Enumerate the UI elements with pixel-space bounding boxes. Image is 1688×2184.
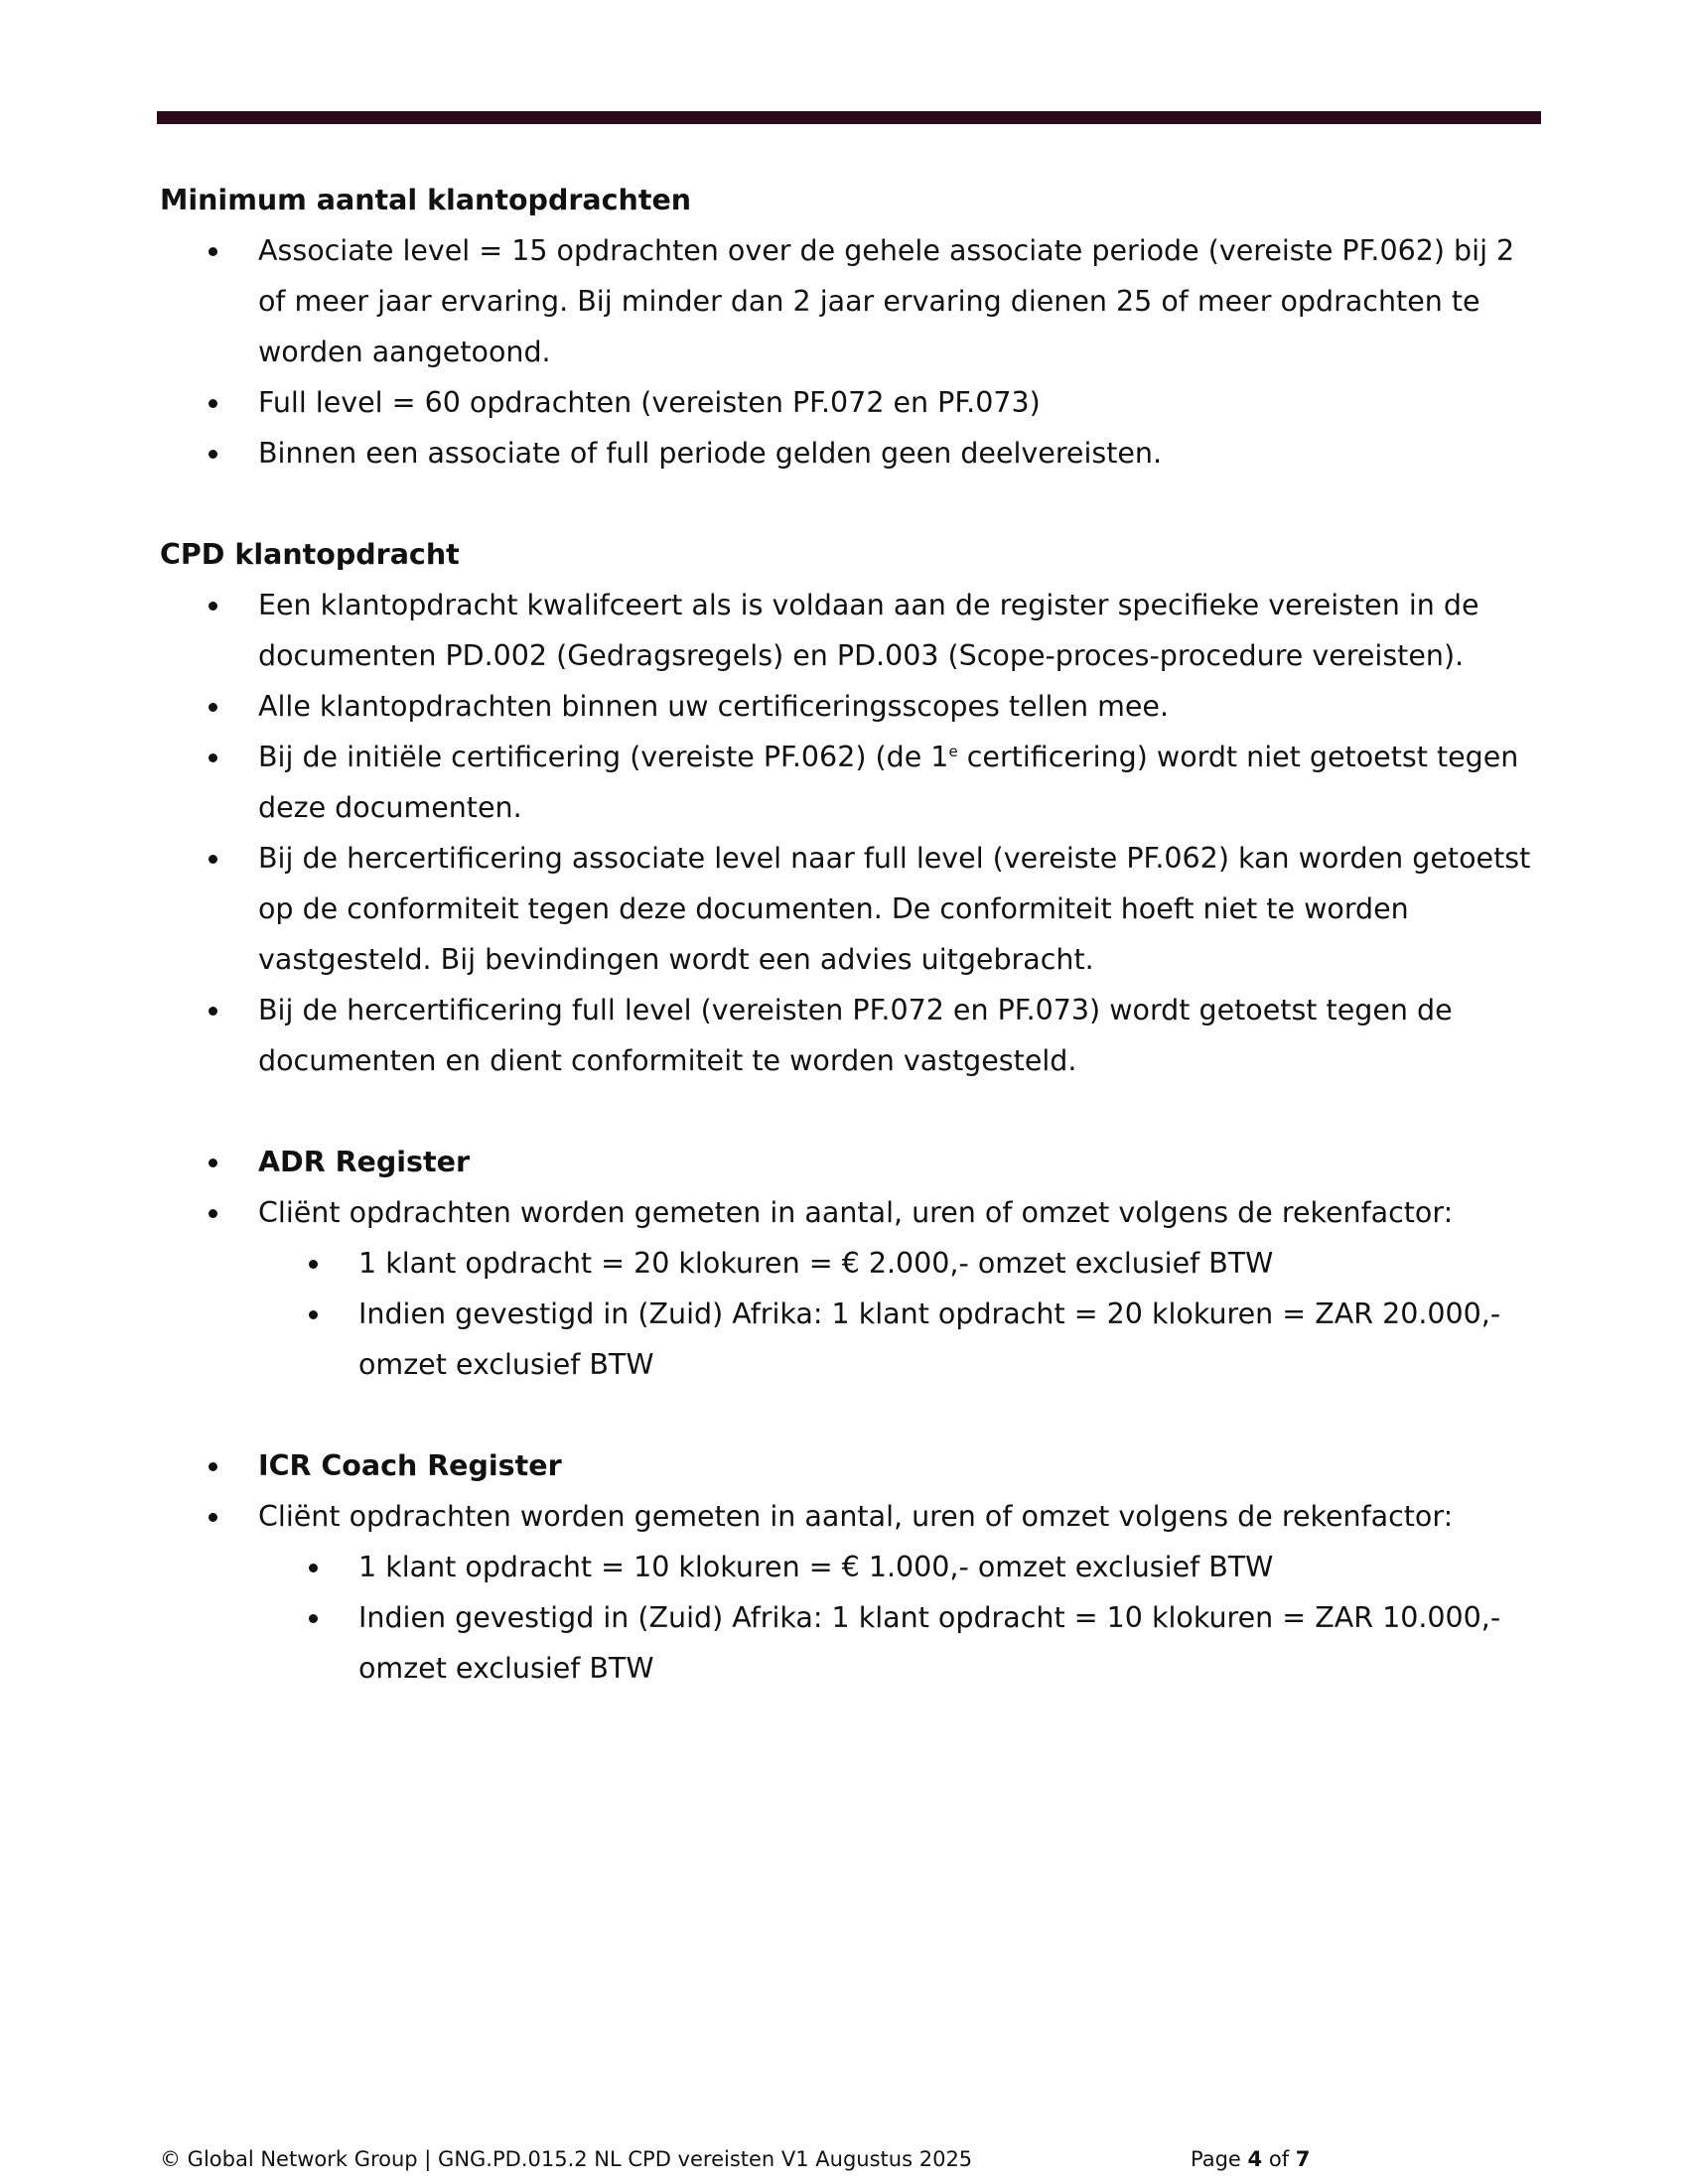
header-rule bbox=[157, 111, 1541, 124]
adr-sub-list bbox=[160, 1238, 1540, 1390]
page-total: 7 bbox=[1295, 2147, 1311, 2171]
list-item: Een klantopdracht kwalifceert als is voldaan aan de register specifieke vereisten in de documenten PD.002 (Gedragsregels) en PD.003 (Scope-proces-procedure vereisten). bbox=[160, 580, 1540, 681]
page-number bbox=[1191, 2146, 1310, 2172]
list-item-text: Cliënt opdrachten worden gemeten in aantal, uren of omzet volgens de rekenfactor: bbox=[258, 1500, 1454, 1533]
list-item: Alle klantopdrachten binnen uw certificeringsscopes tellen mee. bbox=[160, 681, 1540, 732]
list-item-text: certificering) wordt niet getoetst tegen deze documenten. bbox=[258, 741, 1519, 824]
list-item: Associate level = 15 opdrachten over de gehele associate periode (vereiste PF.062) bij 2 of meer jaar ervaring. Bij minder dan 2 jaar ervaring dienen 25 of meer opdrachten te worden aangetoond. bbox=[160, 225, 1540, 377]
adr-register-list bbox=[160, 1137, 1540, 1238]
icr-register-list bbox=[160, 1440, 1540, 1542]
section-heading-cpd: CPD klantopdracht bbox=[160, 538, 460, 571]
document-body bbox=[160, 175, 1540, 1694]
list-item: Bij de hercertificering associate level naar full level (vereiste PF.062) kan worden getoetst op de conformiteit tegen deze documenten. De conformiteit hoeft niet te worden vastgesteld. Bij bevindingen wordt een advies uitgebracht. bbox=[160, 833, 1540, 985]
list-item-text: Cliënt opdrachten worden gemeten in aantal, uren of omzet volgens de rekenfactor: bbox=[258, 1196, 1454, 1229]
icr-register-intro bbox=[160, 1491, 1540, 1542]
page-current: 4 bbox=[1247, 2147, 1263, 2171]
page-label: Page bbox=[1191, 2147, 1241, 2171]
icr-sub-list bbox=[160, 1542, 1540, 1694]
list-item: 1 klant opdracht = 10 klokuren = € 1.000,- omzet exclusief BTW bbox=[160, 1542, 1540, 1592]
list-item: Full level = 60 opdrachten (vereisten PF.072 en PF.073) bbox=[160, 377, 1540, 428]
adr-register-heading: ADR Register bbox=[160, 1137, 1540, 1187]
adr-register-intro bbox=[160, 1187, 1540, 1238]
superscript: e bbox=[948, 743, 958, 760]
footer-copyright: © Global Network Group | GNG.PD.015.2 NL CPD vereisten V1 Augustus 2025 bbox=[160, 2147, 973, 2171]
list-item: Bij de hercertificering full level (vereisten PF.072 en PF.073) wordt getoetst tegen de documenten en dient conformiteit te worden vastgesteld. bbox=[160, 985, 1540, 1086]
list-item: Indien gevestigd in (Zuid) Afrika: 1 klant opdracht = 10 klokuren = ZAR 10.000,- omzet exclusief BTW bbox=[160, 1592, 1540, 1694]
list-item: Indien gevestigd in (Zuid) Afrika: 1 klant opdracht = 20 klokuren = ZAR 20.000,- omzet exclusief BTW bbox=[160, 1289, 1540, 1390]
section-heading-minimum: Minimum aantal klantopdrachten bbox=[160, 184, 692, 216]
list-item: 1 klant opdracht = 20 klokuren = € 2.000,- omzet exclusief BTW bbox=[160, 1238, 1540, 1289]
bullet-list-minimum bbox=[160, 225, 1540, 478]
list-item: Binnen een associate of full periode gelden geen deelvereisten. bbox=[160, 428, 1540, 478]
page-of: of bbox=[1268, 2147, 1290, 2171]
bullet-list-cpd bbox=[160, 580, 1540, 1086]
icr-register-heading: ICR Coach Register bbox=[160, 1440, 1540, 1491]
list-item bbox=[160, 732, 1540, 833]
list-item-text: Bij de initiële certificering (vereiste PF.062) (de 1 bbox=[258, 741, 949, 773]
